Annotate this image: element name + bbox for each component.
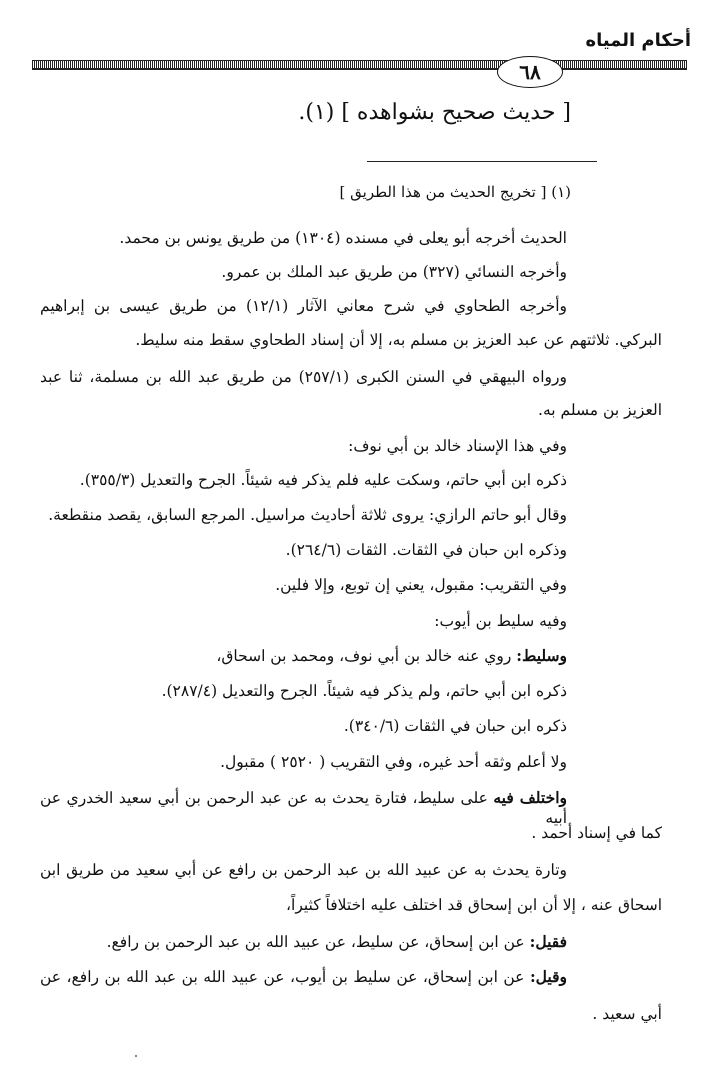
footnote-line: وتارة يحدث به عن عبيد الله بن عبد الرحمن بن رافع عن أبي سعيد من طريق ابن bbox=[40, 861, 567, 879]
footnote-line: وقال أبو حاتم الرازي: يروى ثلاثة أحاديث مراسيل. المرجع السابق، يقصد منقطعة. bbox=[48, 506, 567, 524]
footnote-line: اسحاق عنه ، إلا أن ابن إسحاق قد اختلف عليه اختلافاً كثيراً، bbox=[286, 896, 662, 914]
running-header-title: أحكام المياه bbox=[585, 30, 691, 51]
footnote-line: وأخرجه الطحاوي في شرح معاني الآثار (١٢/١) من طريق عيسى بن إبراهيم bbox=[40, 297, 567, 315]
footnote-line: وذكره ابن حبان في الثقات. الثقات (٢٦٤/٦). bbox=[285, 541, 567, 559]
footnote-line: ورواه البيهقي في السنن الكبرى (٢٥٧/١) من طريق عبد الله بن مسلمة، ثنا عبد bbox=[40, 368, 567, 386]
line-text: عن ابن إسحاق، عن سليط بن أيوب، عن عبيد الله بن عبد الله بن رافع، عن bbox=[40, 968, 525, 986]
footnote-line: ذكره ابن أبي حاتم، وسكت عليه فلم يذكر فيه شيئاً. الجرح والتعديل (٣٥٥/٣). bbox=[79, 471, 567, 489]
footnote-line: كما في إسناد أحمد . bbox=[531, 824, 662, 842]
page-number: ٦٨ bbox=[497, 56, 563, 88]
footnote-line bbox=[107, 932, 567, 952]
footnote-line: وفيه سليط بن أيوب: bbox=[434, 612, 567, 630]
lead-word: واختلف فيه bbox=[493, 788, 567, 807]
main-text: [ حديث صحيح بشواهده ] (١). bbox=[298, 100, 571, 125]
footnote-line: العزيز بن مسلم به. bbox=[538, 401, 662, 419]
footnote-separator bbox=[367, 161, 597, 162]
scan-speck bbox=[135, 1055, 137, 1057]
lead-word: فقيل: bbox=[529, 932, 567, 951]
line-text: على سليط، فتارة يحدث به عن عبد الرحمن بن أبي سعيد الخدري عن أبيه bbox=[40, 789, 567, 827]
footnote-line: ولا أعلم وثقه أحد غيره، وفي التقريب ( ٢٥٢٠ ) مقبول. bbox=[220, 753, 567, 771]
header-rule bbox=[32, 60, 687, 70]
footnote-line: البركي. ثلاثتهم عن عبد العزيز بن مسلم به، إلا أن إسناد الطحاوي سقط منه سليط. bbox=[135, 331, 662, 349]
lead-word: وقيل: bbox=[529, 967, 567, 986]
footnote-line bbox=[40, 967, 567, 987]
footnote-line bbox=[40, 788, 567, 828]
footnote-heading: (١) [ تخريج الحديث من هذا الطريق ] bbox=[339, 183, 571, 201]
lead-word: وسليط: bbox=[516, 646, 567, 665]
footnote-line: وفي هذا الإسناد خالد بن أبي نوف: bbox=[348, 437, 567, 455]
footnote-line: أبي سعيد . bbox=[592, 1005, 662, 1023]
line-text: روي عنه خالد بن أبي نوف، ومحمد بن اسحاق، bbox=[216, 647, 512, 665]
footnote-line: وأخرجه النسائي (٣٢٧) من طريق عبد الملك بن عمرو. bbox=[221, 263, 567, 281]
footnote-line: ذكره ابن حبان في الثقات (٣٤٠/٦). bbox=[343, 717, 567, 735]
footnote-line bbox=[216, 646, 567, 666]
footnote-line: وفي التقريب: مقبول، يعني إن توبع، وإلا فلين. bbox=[275, 576, 567, 594]
footnote-line: الحديث أخرجه أبو يعلى في مسنده (١٣٠٤) من طريق يونس بن محمد. bbox=[119, 229, 567, 247]
footnote-line: ذكره ابن أبي حاتم، ولم يذكر فيه شيئاً. الجرح والتعديل (٢٨٧/٤). bbox=[161, 682, 567, 700]
line-text: عن ابن إسحاق، عن سليط، عن عبيد الله بن عبد الرحمن بن رافع. bbox=[106, 933, 525, 951]
